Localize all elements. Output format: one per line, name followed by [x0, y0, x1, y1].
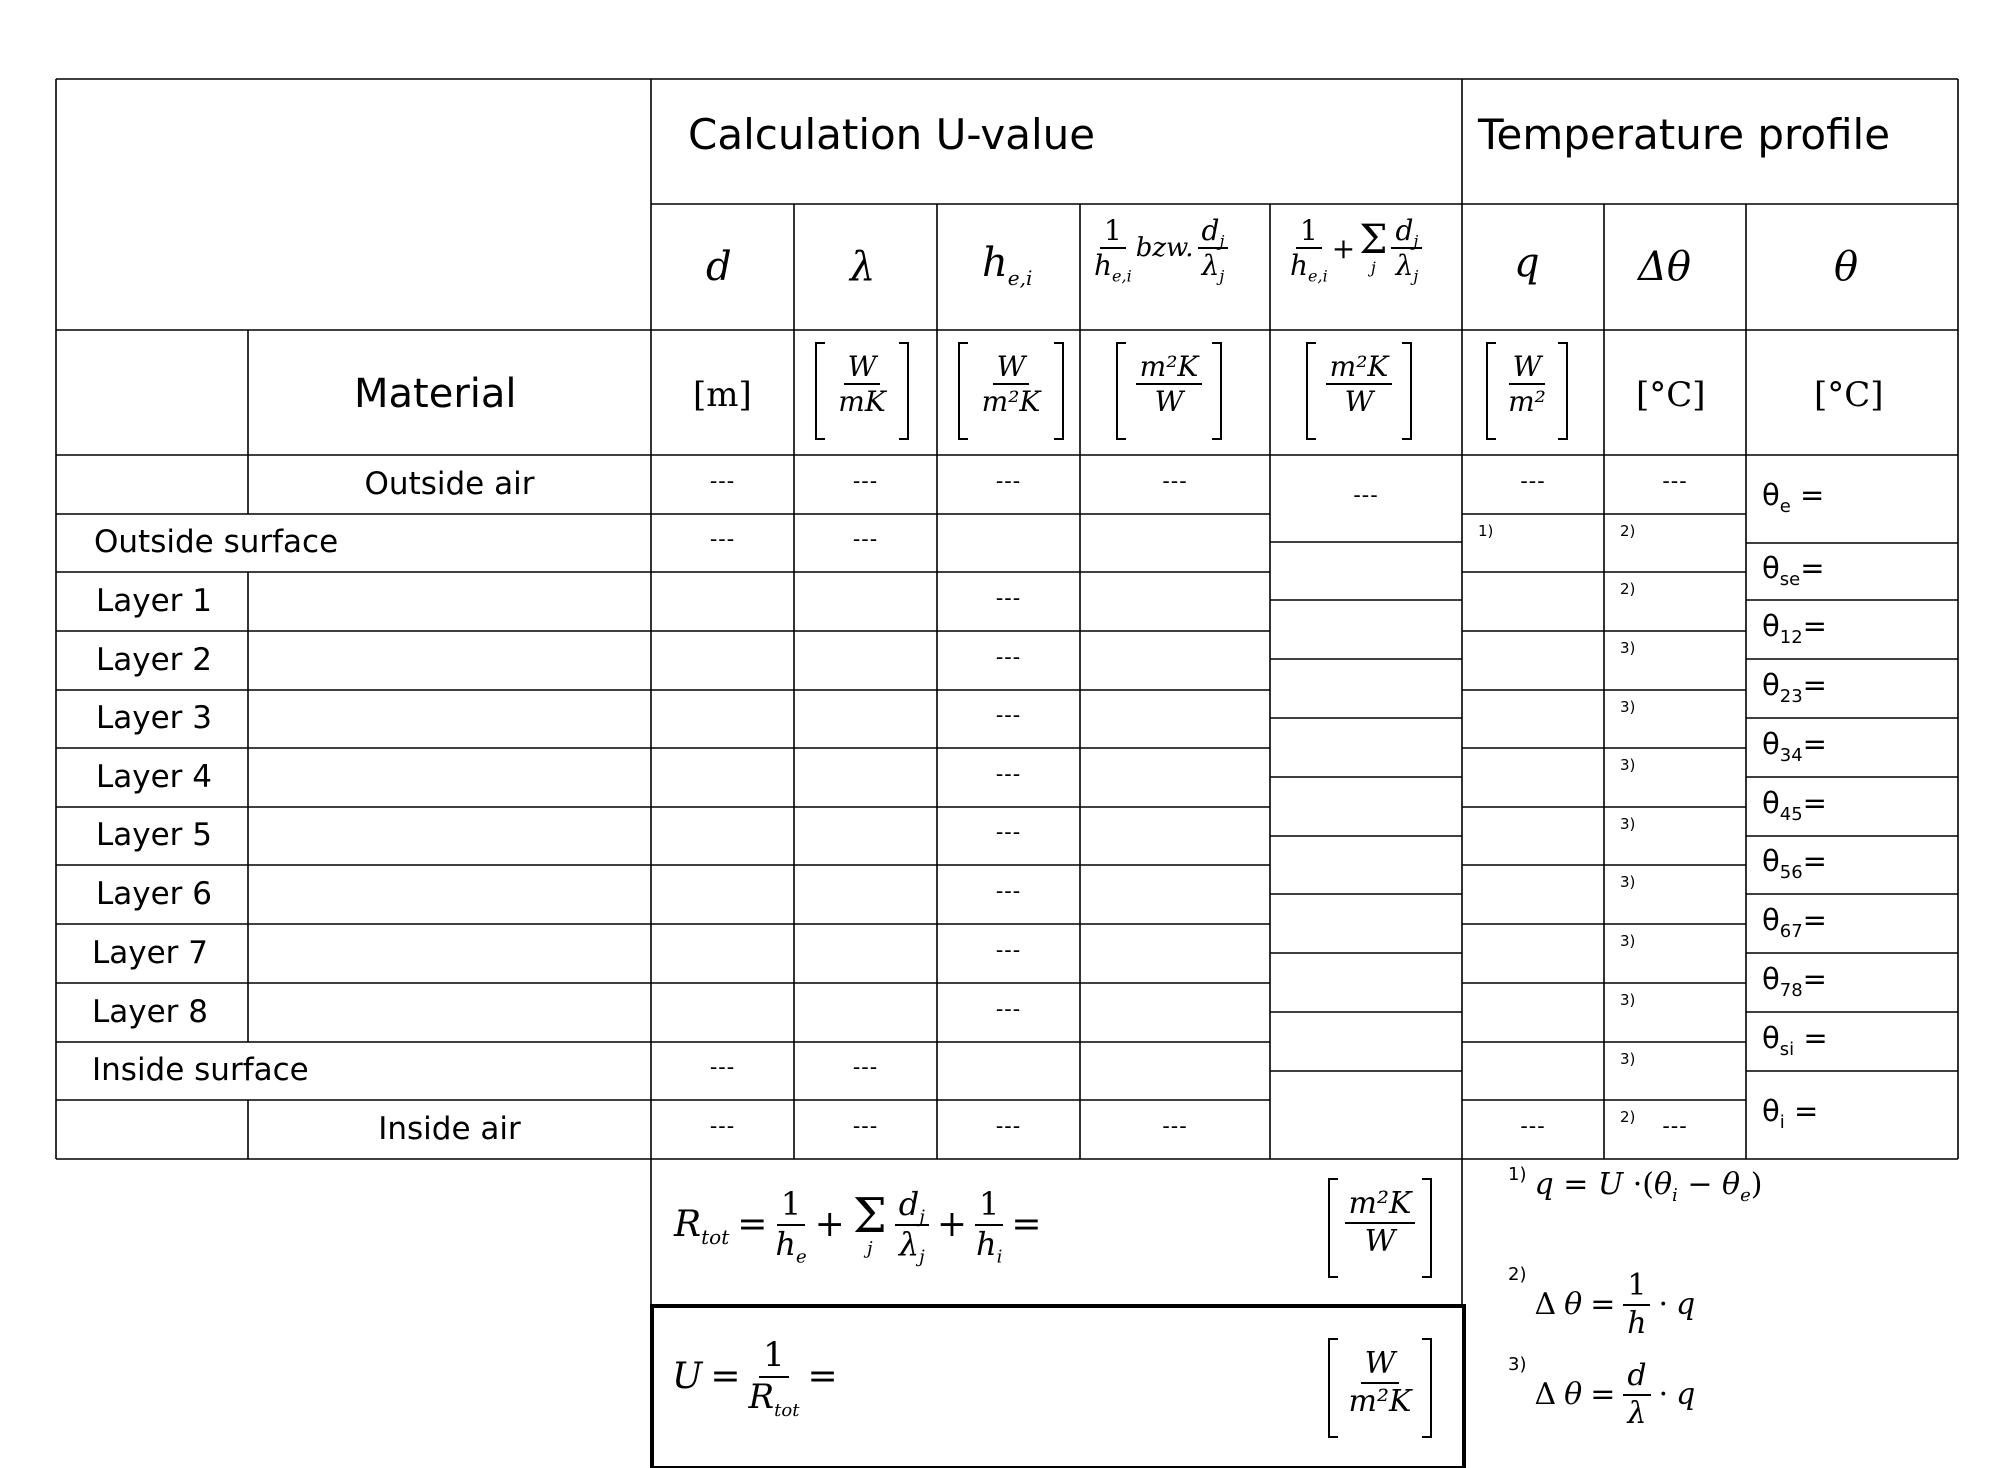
footnote-marker: 2) — [1620, 522, 1636, 540]
rtot-unit: $\frac{\text{m²K}}{W}$ — [1328, 1178, 1432, 1278]
empty-dash: --- — [995, 820, 1022, 845]
row-label: Layer 8 — [92, 993, 209, 1030]
empty-dash: --- — [995, 703, 1022, 728]
row-label: Layer 4 — [96, 758, 213, 795]
empty-dash: --- — [995, 585, 1022, 611]
u-formula: U = $\frac{1}{R_{tot}}$ = — [672, 1335, 838, 1421]
empty-dash: --- — [709, 468, 736, 494]
empty-dash: --- — [995, 937, 1022, 963]
empty-dash: --- — [995, 996, 1022, 1022]
col-lambda-symbol: λ — [850, 244, 876, 290]
empty-dash: --- — [852, 468, 879, 494]
empty-dash: --- — [1162, 1113, 1188, 1139]
unit-lambda: $\frac{W}{mK}$ — [815, 342, 909, 440]
empty-dash: --- — [1520, 468, 1546, 494]
footnote-2: 2) Δ θ = $\frac{1}{h}$ · q — [1508, 1264, 1696, 1341]
empty-dash: --- — [995, 878, 1022, 904]
col-r-symbol: $\frac{1}{h_{e,i}}$ bzw. $\frac{d_j}{\lambda_j}$ — [1094, 216, 1228, 281]
empty-dash: --- — [1662, 1113, 1688, 1139]
theta-label: $\theta_i$ = — [1762, 1094, 1819, 1133]
row-label: Outside air — [364, 465, 535, 502]
unit-rsum: $\frac{\text{m²K}}{W}$ — [1306, 342, 1412, 440]
col-dtheta-symbol: Δθ — [1638, 244, 1691, 290]
empty-dash: --- — [995, 644, 1022, 670]
temperature-title: Temperature profile — [1478, 110, 1891, 159]
theta-label: $\theta_{12}=$ — [1762, 608, 1827, 648]
empty-dash: --- — [709, 1055, 736, 1080]
theta-label: $\theta_{67}=$ — [1762, 902, 1827, 942]
unit-dtheta: [°C] — [1636, 375, 1706, 415]
empty-dash: --- — [995, 1113, 1022, 1139]
empty-dash: --- — [1162, 468, 1188, 494]
theta-label: $\theta_{si}$ = — [1762, 1020, 1828, 1060]
footnote-marker: 3) — [1620, 932, 1636, 950]
unit-h: $\frac{W}{\text{m²K}}$ — [958, 342, 1064, 440]
footnote-marker: 3) — [1620, 815, 1636, 833]
row-label: Inside air — [378, 1110, 521, 1147]
theta-label: $\theta_{56}=$ — [1762, 844, 1827, 883]
empty-dash: --- — [1520, 1113, 1546, 1139]
empty-dash: --- — [852, 1113, 879, 1139]
empty-dash: --- — [852, 1055, 879, 1080]
theta-label: $\theta_{se}=$ — [1762, 550, 1825, 590]
footnote-marker: 3) — [1620, 756, 1636, 774]
col-rsum-symbol: $\frac{1}{h_{e,i}}$ + Σ j $\frac{d_j}{\lambda_j}$ — [1290, 216, 1422, 281]
empty-dash: --- — [709, 527, 736, 552]
calculation-title: Calculation U-value — [688, 110, 1096, 159]
empty-dash: --- — [709, 1113, 736, 1139]
row-label: Layer 2 — [96, 641, 213, 678]
row-label: Layer 6 — [96, 875, 213, 912]
empty-dash: --- — [852, 527, 879, 552]
theta-label: $\theta_{45}=$ — [1762, 785, 1827, 825]
row-label: Outside surface — [94, 524, 339, 560]
theta-label: $\theta_{34}=$ — [1762, 726, 1827, 766]
col-q-symbol: q — [1514, 240, 1540, 286]
footnote-marker: 1) — [1478, 522, 1494, 540]
empty-dash: --- — [995, 761, 1022, 787]
theta-label: $\theta_{23}=$ — [1762, 667, 1827, 707]
footnote-marker: 2) — [1620, 580, 1636, 598]
u-unit: $\frac{W}{\text{m²K}}$ — [1328, 1338, 1432, 1438]
unit-theta: [°C] — [1814, 375, 1884, 415]
material-header: Material — [354, 371, 517, 417]
unit-d: [m] — [693, 375, 752, 415]
footnote-1: 1) $q = U \cdot(\theta_i - \theta_e)$ — [1508, 1164, 1763, 1206]
row-label: Layer 5 — [96, 817, 213, 853]
footnote-3: 3) Δ θ = $\frac{d}{\lambda}$ · q — [1508, 1354, 1696, 1431]
footnote-marker: 3) — [1620, 1050, 1636, 1068]
theta-label: $\theta_e$ = — [1762, 478, 1825, 517]
row-label: Inside surface — [92, 1052, 309, 1088]
col-theta-symbol: θ — [1834, 244, 1859, 290]
empty-dash: --- — [1353, 482, 1379, 508]
footnote-marker: 3) — [1620, 991, 1636, 1009]
empty-dash: --- — [1662, 468, 1688, 494]
row-label: Layer 1 — [96, 582, 213, 619]
unit-q: $\frac{W}{\text{m²}}$ — [1486, 342, 1568, 440]
rtot-formula: $R_{tot}$ = $\frac{1}{h_e}$ + Σ j $\frac{d_j}{\lambda_j}$ + $\frac{1}{h_i}$ = — [674, 1185, 1042, 1267]
unit-r: $\frac{\text{m²K}}{W}$ — [1116, 342, 1222, 440]
col-d-symbol: d — [706, 244, 732, 290]
col-h-symbol: $h_{e,i}$ — [982, 240, 1033, 290]
footnote-marker: 2) — [1620, 1108, 1636, 1126]
footnote-marker: 3) — [1620, 698, 1636, 716]
footnote-marker: 3) — [1620, 639, 1636, 657]
row-label: Layer 7 — [92, 934, 209, 971]
footnote-marker: 3) — [1620, 873, 1636, 891]
empty-dash: --- — [995, 468, 1022, 494]
row-label: Layer 3 — [96, 700, 213, 736]
theta-label: $\theta_{78}=$ — [1762, 961, 1827, 1001]
